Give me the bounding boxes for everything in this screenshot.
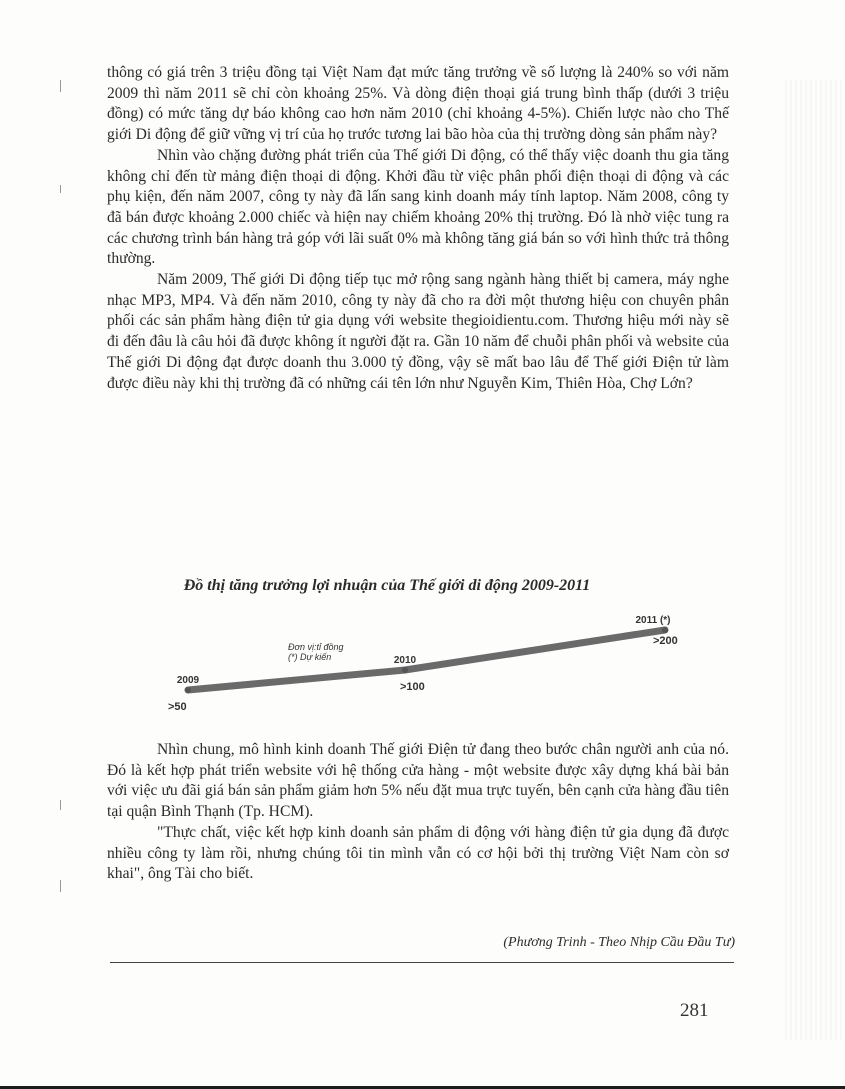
paragraph: Năm 2009, Thế giới Di động tiếp tục mở rộng sang ngành hàng thiết bị camera, máy nghe nhạc MP3, MP4. Và đến năm 2010, công ty này đã cho ra đời một thương hiệu con chuyên phân phối các sản phẩm hàng điện tử gia dụng với website thegioidientu.com. Thương hiệu mới này sẽ đi đến đâu là câu hỏi đã được không ít người đặt ra. Gần 10 năm để chuỗi phân phối và website của Thế giới Di động đạt được doanh thu 3.000 tỷ đồng, vậy sẽ mất bao lâu để Thế giới Điện tử làm được điều này khi thị trường đã có những cái tên lớn như Nguyễn Kim, Thiên Hòa, Chợ Lớn? bbox=[107, 271, 729, 392]
article-body-top bbox=[107, 63, 729, 394]
chart-category-label: 2009 bbox=[176, 675, 200, 686]
chart-title: Đồ thị tăng trưởng lợi nhuận của Thế giới di động 2009-2011 bbox=[183, 577, 591, 594]
chart-legend-unit: Đơn vị:tỉ đồng bbox=[288, 642, 344, 652]
left-margin-tick bbox=[60, 800, 61, 810]
left-margin-tick bbox=[60, 880, 61, 892]
paragraph: thông có giá trên 3 triệu đồng tại Việt Nam đạt mức tăng trưởng về số lượng là 240% so với năm 2009 thì năm 2011 sẽ chỉ còn khoảng 25%. Và dòng điện thoại giá trung bình thấp (dưới 3 triệu đồng) có mức tăng dự báo không cao hơn năm 2010 (chỉ khoảng 4-5%). Chiến lược nào cho Thế giới Di động để giữ vững vị trí của họ trước tương lai bão hòa của thị trường dòng sản phẩm này? bbox=[107, 64, 729, 144]
left-margin-tick bbox=[60, 185, 61, 193]
horizontal-rule bbox=[110, 962, 734, 963]
chart-legend-note: (*) Dự kiến bbox=[288, 652, 332, 662]
paragraph: Nhìn vào chặng đường phát triển của Thế giới Di động, có thể thấy việc doanh thu gia tăng không chỉ đến từ mảng điện thoại di động. Khởi đầu từ việc phân phối điện thoại di động và các phụ kiện, đến năm 2007, công ty này đã lấn sang kinh doanh máy tính laptop. Năm 2008, công ty đã bán được khoảng 2.000 chiếc và hiện nay chiếm khoảng 20% thị trường. Đó là nhờ việc tung ra các chương trình bán hàng trả góp với lãi suất 0% mà không tăng giá bán so với hình thức trả thông thường. bbox=[107, 146, 729, 268]
chart-value-label: >100 bbox=[400, 681, 425, 693]
chart-point-2 bbox=[662, 627, 668, 633]
article-body-bottom bbox=[107, 740, 729, 885]
chart-value-label: >50 bbox=[168, 701, 187, 713]
left-margin-tick bbox=[60, 80, 61, 92]
chart-point-1 bbox=[402, 667, 408, 673]
scan-edge-right bbox=[785, 80, 845, 1040]
page-number: 281 bbox=[680, 1000, 709, 1021]
chart-value-label: >200 bbox=[653, 635, 678, 647]
paragraph: "Thực chất, việc kết hợp kinh doanh sản phẩm di động với hàng điện tử gia dụng đã được nhiều công ty làm rồi, nhưng chúng tôi tin mình vẫn có cơ hội bởi thị trường Việt Nam còn sơ khai", ông Tài cho biết. bbox=[107, 823, 729, 883]
chart-category-label: 2011 (*) bbox=[635, 615, 671, 626]
chart-series-line bbox=[188, 630, 665, 690]
profit-growth-chart bbox=[140, 610, 700, 735]
chart-category-label: 2010 bbox=[393, 655, 417, 666]
paragraph: Nhìn chung, mô hình kinh doanh Thế giới Điện tử đang theo bước chân người anh của nó. Đó là kết hợp phát triển website với hệ thống cửa hàng - một website được xây dựng khá bài bản với việc ưu đãi giá bán sản phẩm giảm hơn 5% nếu đặt mua trực tuyến, bên cạnh cửa hàng đầu tiên tại quận Bình Thạnh (Tp. HCM). bbox=[107, 741, 729, 821]
source-credit: (Phương Trinh - Theo Nhịp Cầu Đầu Tư) bbox=[503, 935, 735, 950]
chart-point-0 bbox=[185, 687, 191, 693]
